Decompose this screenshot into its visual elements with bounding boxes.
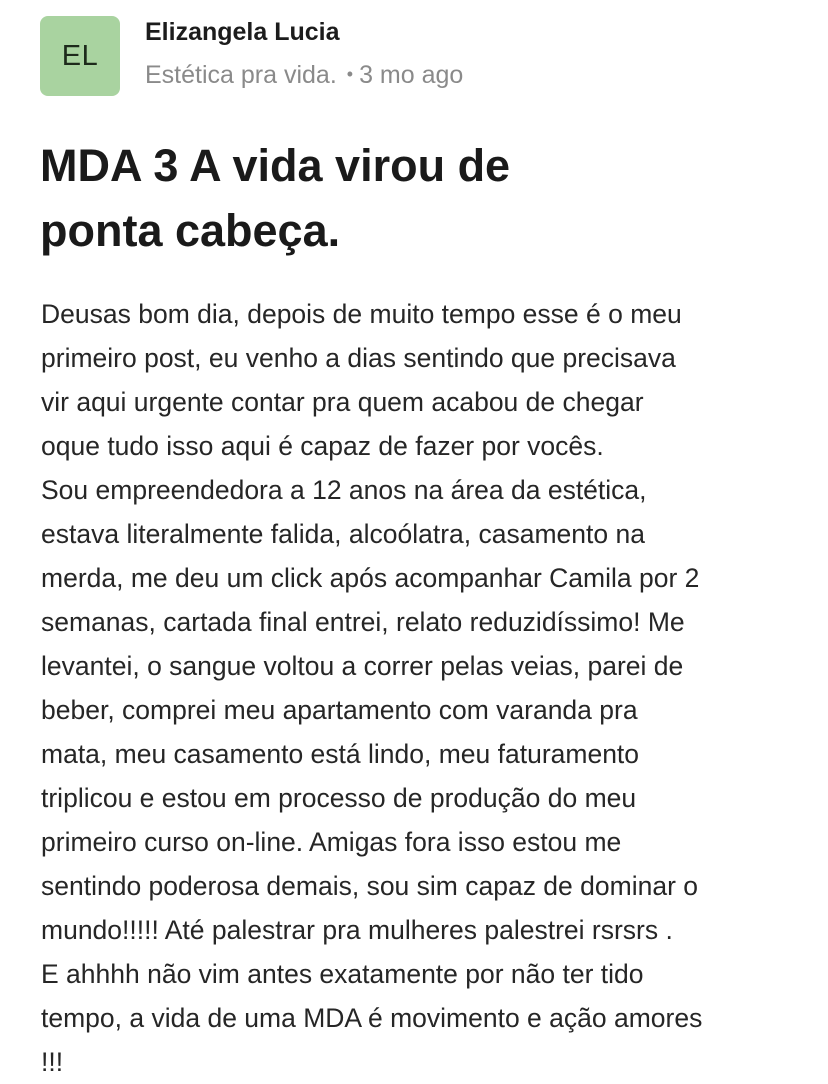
post-body-line: levantei, o sangue voltou a correr pelas veias, parei de — [41, 651, 684, 681]
post-body-line: Sou empreendedora a 12 anos na área da estética, — [41, 475, 647, 505]
post-body-line: E ahhhh não vim antes exatamente por não ter tido — [41, 959, 644, 989]
post-meta — [145, 61, 463, 90]
avatar[interactable]: EL — [40, 16, 120, 96]
post-body-line: primeiro curso on-line. Amigas fora isso estou me — [41, 827, 622, 857]
post-body-line: oque tudo isso aqui é capaz de fazer por vocês. — [41, 431, 604, 461]
post-title-line: MDA 3 A vida virou de — [40, 140, 511, 191]
post-header — [40, 16, 464, 96]
post-title — [40, 133, 788, 263]
meta-separator: • — [346, 64, 354, 84]
post-title-line: ponta cabeça. — [40, 205, 341, 256]
post-body-line: mata, meu casamento está lindo, meu faturamento — [41, 739, 640, 769]
post-body-line: triplicou e estou em processo de produção do meu — [41, 783, 637, 813]
post-body-line: Deusas bom dia, depois de muito tempo esse é o meu — [41, 299, 682, 329]
post-body — [41, 292, 811, 1084]
post-body-line: beber, comprei meu apartamento com varanda pra — [41, 695, 638, 725]
group-name[interactable]: Estética pra vida. — [145, 61, 337, 89]
post-body-line: mundo!!!!! Até palestrar pra mulheres palestrei rsrsrs . — [41, 915, 673, 945]
author-name[interactable]: Elizangela Lucia — [145, 18, 340, 46]
post-body-line: merda, me deu um click após acompanhar Camila por 2 — [41, 563, 700, 593]
post-body-line: estava literalmente falida, alcoólatra, casamento na — [41, 519, 645, 549]
post-body-line: primeiro post, eu venho a dias sentindo que precisava — [41, 343, 676, 373]
post-body-line: vir aqui urgente contar pra quem acabou de chegar — [41, 387, 644, 417]
post-body-line: semanas, cartada final entrei, relato reduzidíssimo! Me — [41, 607, 685, 637]
post-body-line: tempo, a vida de uma MDA é movimento e ação amores — [41, 1003, 703, 1033]
post-timestamp: 3 mo ago — [359, 61, 464, 89]
post-body-line: sentindo poderosa demais, sou sim capaz de dominar o — [41, 871, 698, 901]
post-body-line: !!! — [41, 1047, 64, 1077]
